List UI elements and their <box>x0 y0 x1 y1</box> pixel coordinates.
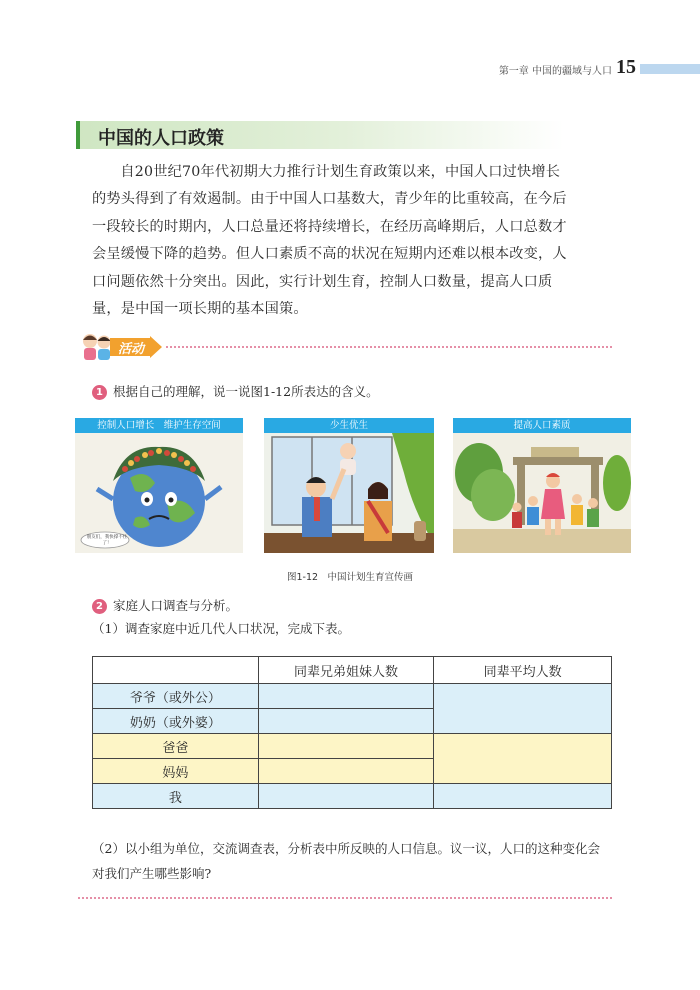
cell-average-grandparents[interactable] <box>434 684 612 734</box>
poster-1-speech-bubble: 朋友们，我快撑不住了！ <box>86 535 128 546</box>
cell-input[interactable] <box>258 759 434 784</box>
kids-icon <box>80 331 114 361</box>
poster-population-control <box>75 418 243 553</box>
row-label-dad: 爸爸 <box>93 734 259 759</box>
body-text <box>92 159 570 323</box>
section-marker <box>76 121 80 149</box>
row-label-me: 我 <box>93 784 259 809</box>
poster-fewer-better-births <box>264 418 434 553</box>
table-row <box>93 784 612 809</box>
page-number: 15 <box>616 56 636 78</box>
question-1 <box>92 382 379 400</box>
cell-average-me[interactable] <box>434 784 612 809</box>
question-2-number: 2 <box>92 599 107 614</box>
running-header <box>480 58 700 80</box>
cell-input[interactable] <box>258 784 434 809</box>
children-going-to-school-icon <box>453 433 631 553</box>
cell-input[interactable] <box>258 709 434 734</box>
family-with-baby-icon <box>264 433 434 553</box>
table-row <box>93 684 612 709</box>
header-bar <box>640 64 700 74</box>
question-1-text: 根据自己的理解，说一说图1-12所表达的含义。 <box>113 384 379 399</box>
poster-2-caption: 少生优生 <box>264 418 434 433</box>
row-label-mom: 妈妈 <box>93 759 259 784</box>
poster-improve-quality <box>453 418 631 553</box>
activity-label: 活动 <box>118 342 145 357</box>
family-survey-table <box>92 656 612 809</box>
section-heading <box>76 121 564 149</box>
table-row <box>93 734 612 759</box>
header-cell-average: 同辈平均人数 <box>434 657 612 684</box>
body-paragraph: 自20世纪70年代初期大力推行计划生育政策以来，中国人口过快增长的势头得到了有效遏制。由于中国人口基数大，青少年的比重较高，在今后一段较长的时期内，人口总量还将持续增长，在经历高峰期后，人口总数才会呈缓慢下降的趋势。但人口素质不高的状况在短期内还难以根本改变，人口问题依然十分突出。因此，实行计划生育，控制人口数量，提高人口质量，是中国一项长期的基本国策。 <box>92 164 567 318</box>
chapter-title: 第一章 中国的疆域与人口 <box>498 66 612 77</box>
cell-input[interactable] <box>258 734 434 759</box>
header-cell-empty <box>93 657 259 684</box>
cell-average-parents[interactable] <box>434 734 612 784</box>
poster-3-caption: 提高人口素质 <box>453 418 631 433</box>
section-title: 中国的人口政策 <box>98 128 224 149</box>
table-header-row <box>93 657 612 684</box>
question-2 <box>92 596 238 614</box>
question-1-number: 1 <box>92 385 107 400</box>
cell-input[interactable] <box>258 684 434 709</box>
activity-end-divider <box>78 897 612 899</box>
question-2-part-2: （2）以小组为单位，交流调查表，分析表中所反映的人口信息。议一议，人口的这种变化会对我们产生哪些影响? <box>92 841 600 881</box>
figure-caption: 图1-12 中国计划生育宣传画 <box>286 572 414 583</box>
header-cell-siblings: 同辈兄弟姐妹人数 <box>258 657 434 684</box>
activity-badge-label-box <box>110 336 162 358</box>
row-label-grandma: 奶奶（或外婆） <box>93 709 259 734</box>
poster-1-caption: 控制人口增长 维护生存空间 <box>75 418 243 433</box>
activity-divider <box>166 346 612 348</box>
question-2-part-1: （1）调查家庭中近几代人口状况，完成下表。 <box>92 621 350 636</box>
row-label-grandpa: 爷爷（或外公） <box>93 684 259 709</box>
question-2-text: 家庭人口调查与分析。 <box>113 598 239 613</box>
